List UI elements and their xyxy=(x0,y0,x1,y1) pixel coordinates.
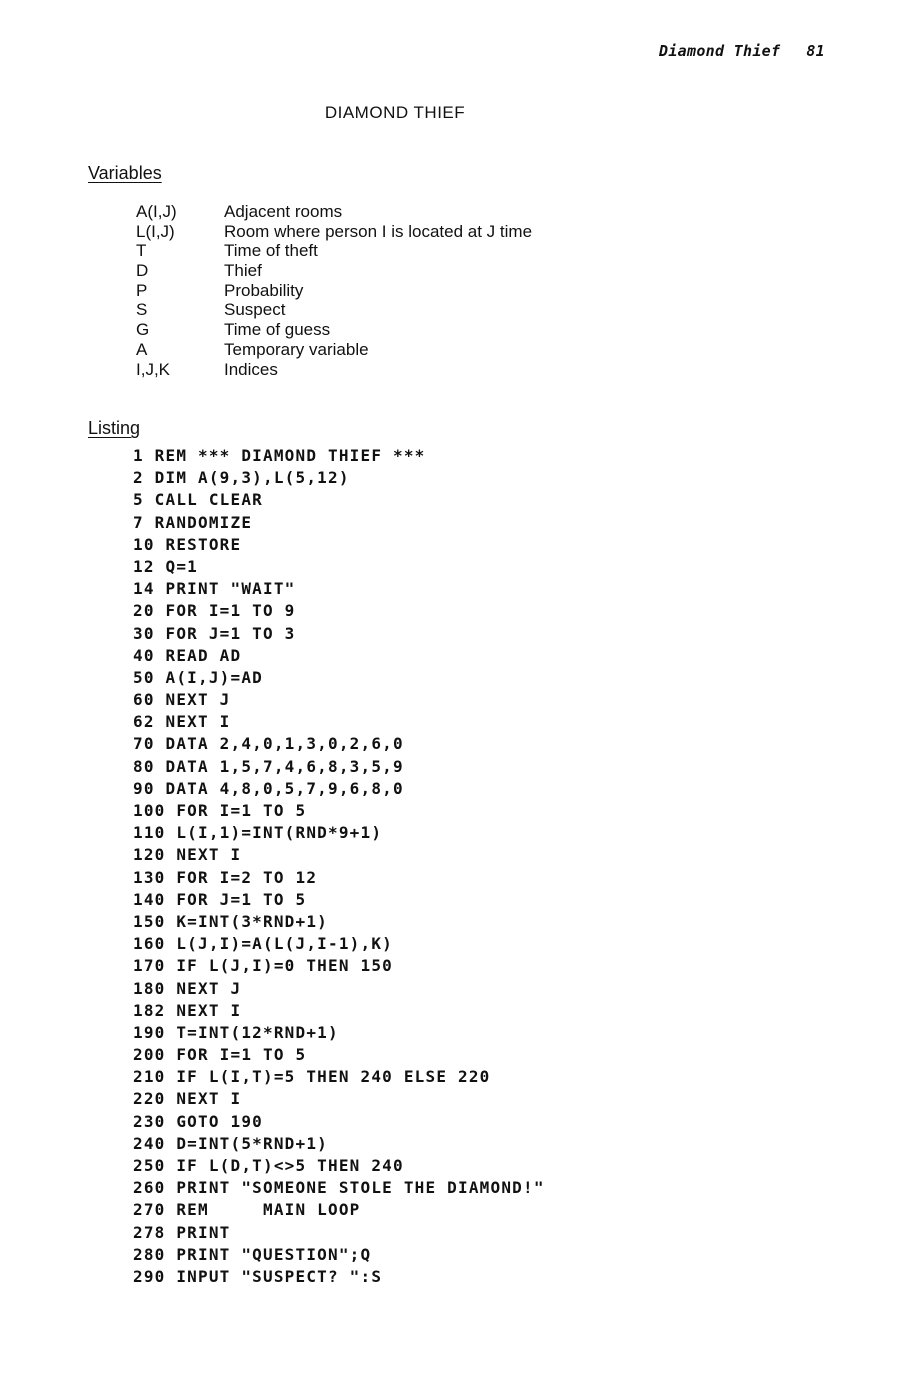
code-line: 60 NEXT J xyxy=(133,690,231,710)
variable-row xyxy=(136,202,532,222)
variable-description: Time of guess xyxy=(224,320,331,340)
code-line: 30 FOR J=1 TO 3 xyxy=(133,623,296,643)
variable-name: D xyxy=(136,261,149,281)
code-line: 120 NEXT I xyxy=(133,845,242,865)
code-line: 270 REM MAIN LOOP xyxy=(133,1200,361,1220)
variable-row xyxy=(136,340,532,360)
variable-name: T xyxy=(136,241,147,261)
code-line: 182 NEXT I xyxy=(133,1000,242,1020)
listing-heading: Listing xyxy=(88,418,141,438)
variables-table xyxy=(136,202,532,379)
variable-row xyxy=(136,241,532,261)
variable-name: I,J,K xyxy=(136,359,171,379)
code-line: 280 PRINT "QUESTION";Q xyxy=(133,1244,372,1264)
variable-name: P xyxy=(136,280,148,300)
code-line: 20 FOR I=1 TO 9 xyxy=(133,601,296,621)
code-line: 190 T=INT(12*RND+1) xyxy=(133,1022,339,1042)
variable-row xyxy=(136,261,532,281)
code-line: 12 Q=1 xyxy=(133,556,198,576)
code-line: 210 IF L(I,T)=5 THEN 240 ELSE 220 xyxy=(133,1067,491,1087)
variable-row xyxy=(136,320,532,340)
variable-description: Time of theft xyxy=(224,241,318,261)
running-head-title: Diamond Thief xyxy=(659,42,781,60)
code-line: 14 PRINT "WAIT" xyxy=(133,579,296,599)
variable-row xyxy=(136,281,532,301)
code-line: 170 IF L(J,I)=0 THEN 150 xyxy=(133,956,393,976)
code-line: 50 A(I,J)=AD xyxy=(133,667,263,687)
code-line: 278 PRINT xyxy=(133,1222,231,1242)
variable-description: Suspect xyxy=(224,300,286,320)
variables-heading: Variables xyxy=(88,163,162,183)
variable-description: Probability xyxy=(224,280,304,300)
code-line: 40 READ AD xyxy=(133,645,242,665)
variable-row xyxy=(136,360,532,380)
code-line: 180 NEXT J xyxy=(133,978,242,998)
code-line: 110 L(I,1)=INT(RND*9+1) xyxy=(133,823,383,843)
variable-name: G xyxy=(136,320,150,340)
code-line: 7 RANDOMIZE xyxy=(133,512,253,532)
code-line: 70 DATA 2,4,0,1,3,0,2,6,0 xyxy=(133,734,404,754)
variable-name: S xyxy=(136,300,148,320)
code-line: 100 FOR I=1 TO 5 xyxy=(133,801,307,820)
variable-description: Temporary variable xyxy=(224,339,369,359)
code-line: 130 FOR I=2 TO 12 xyxy=(133,867,318,887)
code-line: 10 RESTORE xyxy=(133,534,242,554)
code-line: 140 FOR J=1 TO 5 xyxy=(133,889,307,909)
code-line: 160 L(J,I)=A(L(J,I-1),K) xyxy=(133,934,393,954)
code-line: 90 DATA 4,8,0,5,7,9,6,8,0 xyxy=(133,778,404,798)
variable-row xyxy=(136,222,532,242)
code-line: 200 FOR I=1 TO 5 xyxy=(133,1045,307,1065)
code-listing xyxy=(133,445,545,1288)
variable-description: Room where person I is located at J time xyxy=(224,221,533,241)
variable-name: A(I,J) xyxy=(136,202,177,221)
running-head xyxy=(560,42,825,60)
code-line: 2 DIM A(9,3),L(5,12) xyxy=(133,468,350,488)
code-line: 240 D=INT(5*RND+1) xyxy=(133,1133,328,1153)
code-line: 220 NEXT I xyxy=(133,1089,242,1109)
variable-name: A xyxy=(136,339,148,359)
code-line: 230 GOTO 190 xyxy=(133,1111,263,1131)
code-line: 80 DATA 1,5,7,4,6,8,3,5,9 xyxy=(133,756,404,776)
code-line: 5 CALL CLEAR xyxy=(133,490,263,510)
code-line: 1 REM *** DIAMOND THIEF *** xyxy=(133,446,426,465)
page-number: 81 xyxy=(806,42,825,60)
variable-description: Adjacent rooms xyxy=(224,202,343,221)
code-line: 62 NEXT I xyxy=(133,712,231,732)
code-line: 260 PRINT "SOMEONE STOLE THE DIAMOND!" xyxy=(133,1178,545,1198)
chapter-title: DIAMOND THIEF xyxy=(324,103,466,122)
variable-row xyxy=(136,300,532,320)
code-line: 290 INPUT "SUSPECT? ":S xyxy=(133,1266,383,1286)
code-line: 250 IF L(D,T)<>5 THEN 240 xyxy=(133,1156,404,1175)
variable-name: L(I,J) xyxy=(136,221,175,241)
code-line: 150 K=INT(3*RND+1) xyxy=(133,911,328,931)
variable-description: Indices xyxy=(224,359,278,379)
variable-description: Thief xyxy=(224,261,262,281)
